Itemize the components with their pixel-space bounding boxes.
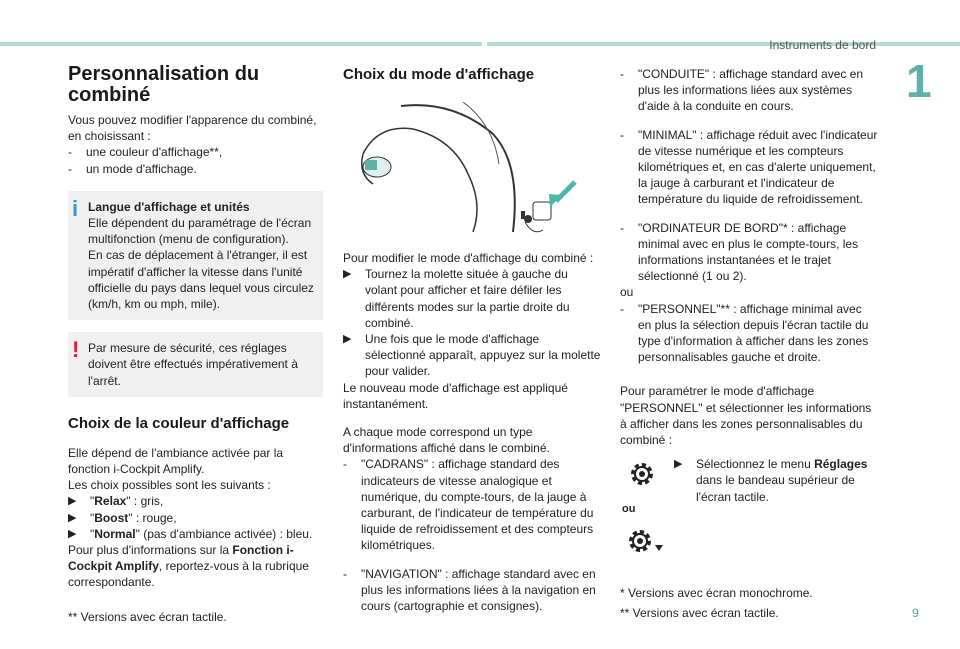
or-text: ou	[620, 285, 634, 300]
settings-gear-dropdown-icon	[624, 525, 668, 557]
page-number: 9	[912, 606, 919, 620]
column-2	[343, 66, 601, 614]
list-item: - une couleur d'affichage**,	[68, 145, 223, 160]
each-mode-text: A chaque mode correspond un type d'informations affiché dans le combiné.	[343, 425, 550, 456]
list-item: ▶ "Boost" : rouge,	[68, 510, 177, 525]
info-text: Elle dépendent du paramétrage de l'écran multifonction (menu de configuration).	[88, 216, 312, 247]
footnote: ** Versions avec écran tactile.	[620, 606, 779, 621]
footnote: * Versions avec écran monochrome.	[620, 585, 813, 600]
list-item: - "NAVIGATION" : affichage standard avec en plus les informations liées à la navigation en cours (cartographie et consignes).	[343, 566, 596, 614]
info-text: En cas de déplacement à l'étranger, il est impératif d'afficher la vitesse dans l'unité officielle du pays dans lequel vous circulez (km/h, km ou mph, mile).	[88, 248, 314, 312]
page-title: Personnalisation du combiné	[68, 63, 260, 106]
column-3	[620, 66, 878, 621]
configure-text: Pour paramétrer le mode d'affichage "PERSONNEL" et sélectionner les informations à afficher dans les zones personnalisables du combiné :	[620, 384, 872, 448]
warning-text: Par mesure de sécurité, ces réglages doivent être effectués impérativement à l'arrêt.	[88, 341, 298, 388]
list-item: - "CADRANS" : affichage standard des indicateurs de vitesse analogique et numérique, du compte-tours, de la jauge à carburant, de l'indicateur de température du liquide de refroidissement et des compteurs kilométriques.	[343, 457, 594, 553]
footnote: ** Versions avec écran tactile.	[68, 609, 227, 624]
settings-gear-icon	[628, 460, 656, 488]
list-item: - un mode d'affichage.	[68, 161, 197, 176]
list-item: - "PERSONNEL"** : affichage minimal avec en plus la sélection depuis l'écran tactile du type d'information à afficher dans les zones personnalisables gauche et droite.	[620, 301, 869, 365]
warning-icon: !	[72, 337, 80, 363]
header-bar-right	[487, 42, 960, 46]
intro-text: Vous pouvez modifier l'apparence du combiné, en choisissant :	[68, 113, 317, 144]
more-info: Pour plus d'informations sur la Fonction i-Cockpit Amplify, reportez-vous à la rubrique correspondante.	[68, 543, 309, 590]
color-section-title: Choix de la couleur d'affichage	[68, 414, 290, 432]
list-item: ▶ Une fois que le mode d'affichage sélectionné apparaît, appuyez sur la molette pour valider.	[343, 332, 601, 379]
color-intro: Elle dépend de l'ambiance activée par la fonction i-Cockpit Amplify.	[68, 445, 284, 477]
steering-wheel-illustration	[343, 94, 601, 234]
color-intro: Les choix possibles sont les suivants :	[68, 478, 271, 493]
warning-box	[68, 332, 323, 397]
section-title: Instruments de bord	[769, 38, 876, 52]
list-item: ▶ Sélectionnez le menu Réglages dans le bandeau supérieur de l'écran tactile.	[674, 457, 868, 504]
info-title: Langue d'affichage et unités	[88, 199, 250, 214]
chapter-number: 1	[906, 55, 932, 107]
mode-section-title: Choix du mode d'affichage	[343, 66, 535, 83]
settings-alt-step	[620, 525, 878, 573]
info-box	[68, 191, 323, 320]
header-bar-left	[0, 42, 482, 46]
steering-wheel-icon	[343, 94, 601, 234]
list-item: ▶ Tournez la molette située à gauche du volant pour afficher et faire défiler les différents modes sur la partie droite du combiné.	[343, 267, 570, 330]
list-item: - "CONDUITE" : affichage standard avec en plus les informations liées aux systèmes d'aide à la conduite en cours.	[620, 67, 864, 114]
settings-step	[620, 456, 878, 505]
list-item: ▶ "Relax" : gris,	[68, 494, 164, 509]
column-1	[68, 64, 323, 625]
or-label: ou	[622, 503, 636, 515]
info-icon: i	[72, 195, 79, 221]
list-item: - "ORDINATEUR DE BORD"* : affichage minimal avec en plus le compte-tours, les informations instantanées et le trajet sélectionné (1 ou 2).	[620, 220, 859, 284]
list-item: ▶ "Normal" (pas d'ambiance activée) : bleu.	[68, 526, 313, 541]
modify-text: Pour modifier le mode d'affichage du combiné :	[343, 251, 594, 265]
list-item: - "MINIMAL" : affichage réduit avec l'indicateur de vitesse numérique et les compteurs kilométriques et, en cas d'alerte uniquement, la jauge à carburant et l'indicateur de température du liquide de refroidissement.	[620, 127, 878, 207]
applied-text: Le nouveau mode d'affichage est appliqué instantanément.	[343, 380, 568, 411]
